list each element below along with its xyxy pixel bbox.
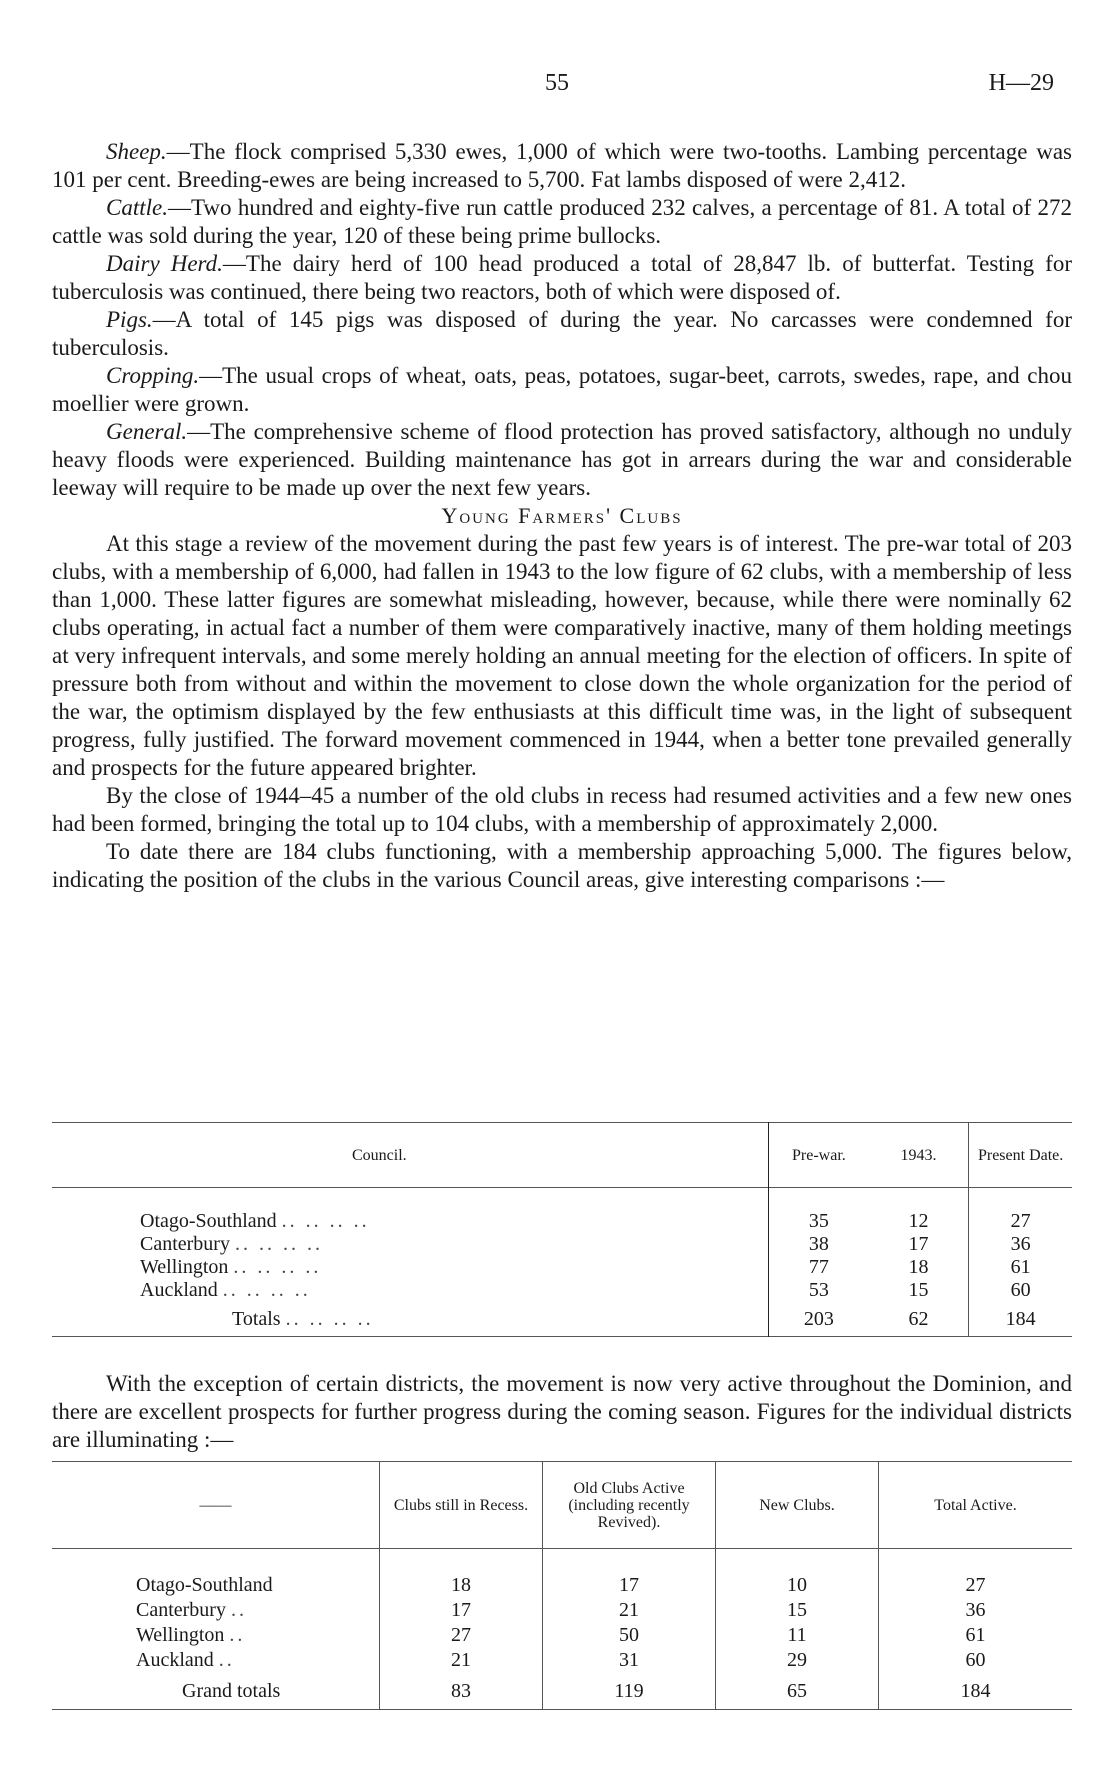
totals-label: Grand totals (182, 1679, 281, 1702)
table-spacer-row (52, 1188, 1072, 1211)
leader-dots: .. .. .. .. (281, 1210, 370, 1232)
paragraph-cropping (52, 362, 1072, 418)
total-cell: 61 (879, 1623, 1073, 1648)
table-row (52, 1648, 1072, 1673)
paragraph-lead: Dairy Herd. (106, 251, 223, 276)
paragraph-general (52, 418, 1072, 502)
district-table (52, 1461, 1072, 1710)
1943-cell: 18 (908, 1256, 929, 1278)
recess-cell: 18 (380, 1573, 543, 1598)
council-table (52, 1122, 1072, 1337)
column-header-council: Council. (352, 1146, 407, 1164)
prewar-cell: 53 (769, 1279, 869, 1302)
old-active-total: 119 (543, 1673, 716, 1710)
paragraph-lead: Cattle. (106, 195, 168, 220)
district-table-container (52, 1461, 1072, 1710)
totals-row (52, 1302, 1072, 1337)
leader-dots: .. (218, 1649, 235, 1671)
table-row (52, 1210, 1072, 1233)
column-header-new: New Clubs. (716, 1462, 879, 1549)
paragraph-clubs-recovery: By the close of 1944–45 a number of the old clubs in recess had resumed activities and a few new ones had been formed, bringing the total up to 104 clubs, with a membership of approximately 2,000. (52, 783, 1072, 836)
totals-label: Totals (232, 1307, 281, 1330)
recess-total: 83 (380, 1673, 543, 1710)
totals-row (52, 1673, 1072, 1710)
paragraph-text: —Two hundred and eighty-five run cattle produced 232 calves, a percentage of 81. A total of 272 cattle was sold during the year, 120 of these being prime bullocks. (52, 195, 1072, 248)
row-label: Wellington (136, 1624, 225, 1646)
old-active-cell: 21 (543, 1598, 716, 1623)
council-table-container (52, 1122, 1072, 1337)
column-header-district: —— (199, 1496, 232, 1514)
body-text-after-table (52, 1370, 1072, 1454)
paragraph-clubs-to-date: To date there are 184 clubs functioning, with a membership approaching 5,000. The figures below, indicating the position of the clubs in the various Council areas, give interesting comparisons :— (52, 839, 1072, 892)
page-header (0, 70, 1114, 100)
column-header-prewar: Pre-war. (769, 1123, 869, 1188)
column-header-recess: Clubs still in Recess. (380, 1462, 543, 1549)
section-heading: Young Farmers' Clubs (441, 503, 683, 528)
paragraph-text: —The dairy herd of 100 head produced a total of 28,847 lb. of butterfat. Testing for tuberculosis was continued, there being two reactors, both of which were disposed of. (52, 251, 1072, 304)
recess-cell: 21 (380, 1648, 543, 1673)
table-row (52, 1623, 1072, 1648)
row-label: Canterbury (136, 1599, 226, 1621)
paragraph-clubs-review: At this stage a review of the movement during the past few years is of interest. The pre-war total of 203 clubs, with a membership of 6,000, had fallen in 1943 to the low figure of 62 clubs, with a membership of less than 1,000. These latter figures are somewhat misleading, however, because, while there were nominally 62 clubs operating, in actual fact a number of them were comparatively inactive, many of them holding meetings at very infrequent intervals, and some merely holding an annual meeting for the election of officers. In spite of pressure both from without and within the movement to close down the whole organization for the period of the war, the optimism displayed by the few enthusiasts at this difficult time was, in the light of subsequent progress, fully justified. The forward movement commenced in 1944, when a better tone prevailed generally and prospects for the future appeared brighter. (52, 531, 1072, 780)
total-cell: 36 (879, 1598, 1073, 1623)
table-row (52, 1573, 1072, 1598)
prewar-total: 203 (769, 1302, 869, 1337)
new-cell: 11 (716, 1623, 879, 1648)
paragraph-lead: Pigs. (106, 307, 153, 332)
recess-cell: 27 (380, 1623, 543, 1648)
prewar-cell: 38 (769, 1233, 869, 1256)
paragraph-lead: Sheep. (106, 139, 167, 164)
table-spacer-row (52, 1549, 1072, 1574)
leader-dots: .. .. .. .. (233, 1256, 322, 1278)
row-label: Otago-Southland (136, 1574, 273, 1596)
row-label-cell (52, 1573, 380, 1598)
row-label-cell (52, 1279, 769, 1302)
column-header-present-date: Present Date. (969, 1123, 1072, 1188)
new-cell: 15 (716, 1598, 879, 1623)
prewar-cell: 77 (769, 1256, 869, 1279)
table-row (52, 1256, 1072, 1279)
total-cell: 27 (879, 1573, 1073, 1598)
body-text (52, 138, 1072, 894)
row-label: Auckland (136, 1649, 214, 1671)
row-label: Canterbury (140, 1233, 230, 1255)
table-row (52, 1598, 1072, 1623)
leader-dots: .. .. .. .. (222, 1279, 311, 1301)
leader-dots: .. (229, 1624, 246, 1646)
paragraph-text: —A total of 145 pigs was disposed of during the year. No carcasses were condemned for tuberculosis. (52, 307, 1072, 360)
new-cell: 10 (716, 1573, 879, 1598)
paragraph-lead: Cropping. (106, 363, 200, 388)
leader-dots: .. (230, 1599, 247, 1621)
present-total: 184 (969, 1302, 1072, 1337)
new-total: 65 (716, 1673, 879, 1710)
paragraph-text: —The usual crops of wheat, oats, peas, potatoes, sugar-beet, carrots, swedes, rape, and chou moellier were grown. (52, 363, 1072, 416)
leader-dots: .. .. .. .. (285, 1307, 374, 1330)
total-cell: 60 (879, 1648, 1073, 1673)
column-header-1943: 1943. (900, 1146, 937, 1164)
paragraph-lead: General. (106, 419, 188, 444)
document-code: H—29 (988, 70, 1054, 96)
column-header-total-active: Total Active. (879, 1462, 1073, 1549)
column-header-old-active: Old Clubs Active (including recently Revived). (543, 1462, 716, 1549)
paragraph-cattle (52, 194, 1072, 250)
row-label: Wellington (140, 1256, 229, 1278)
recess-cell: 17 (380, 1598, 543, 1623)
1943-cell: 17 (908, 1233, 929, 1255)
row-label: Otago-Southland (140, 1210, 277, 1232)
totals-label-cell (52, 1302, 769, 1337)
old-active-cell: 50 (543, 1623, 716, 1648)
1943-total: 62 (908, 1307, 929, 1330)
1943-cell: 15 (908, 1279, 929, 1301)
row-label-cell (52, 1648, 380, 1673)
paragraph-sheep (52, 138, 1072, 194)
old-active-cell: 31 (543, 1648, 716, 1673)
row-label-cell (52, 1623, 380, 1648)
old-active-cell: 17 (543, 1573, 716, 1598)
page-number: 55 (545, 70, 569, 96)
leader-dots: .. .. .. .. (234, 1233, 323, 1255)
paragraph-text: —The flock comprised 5,330 ewes, 1,000 of which were two-tooths. Lambing percentage was 101 per cent. Breeding-ewes are being increased to 5,700. Fat lambs disposed of were 2,412. (52, 139, 1072, 192)
present-cell: 36 (969, 1233, 1072, 1256)
paragraph-pigs (52, 306, 1072, 362)
present-cell: 61 (969, 1256, 1072, 1279)
total-active-total: 184 (879, 1673, 1073, 1710)
table-header-row (52, 1123, 1072, 1188)
1943-cell: 12 (908, 1210, 929, 1232)
row-label-cell (52, 1233, 769, 1256)
present-cell: 60 (969, 1279, 1072, 1302)
table-header-row (52, 1462, 1072, 1549)
paragraph-text: —The comprehensive scheme of flood protection has proved satisfactory, although no unduly heavy floods were experienced. Building maintenance has got in arrears during the war and considerable leeway will require to be made up over the next few years. (52, 419, 1072, 500)
present-cell: 27 (969, 1210, 1072, 1233)
new-cell: 29 (716, 1648, 879, 1673)
row-label-cell (52, 1256, 769, 1279)
table-row (52, 1279, 1072, 1302)
table-row (52, 1233, 1072, 1256)
paragraph-dairy-herd (52, 250, 1072, 306)
paragraph-districts-intro: With the exception of certain districts, the movement is now very active throughout the Dominion, and there are excellent prospects for further progress during the coming season. Figures for the individual districts are illuminating :— (52, 1371, 1072, 1452)
row-label-cell (52, 1598, 380, 1623)
row-label-cell (52, 1210, 769, 1233)
prewar-cell: 35 (769, 1210, 869, 1233)
row-label: Auckland (140, 1279, 218, 1301)
